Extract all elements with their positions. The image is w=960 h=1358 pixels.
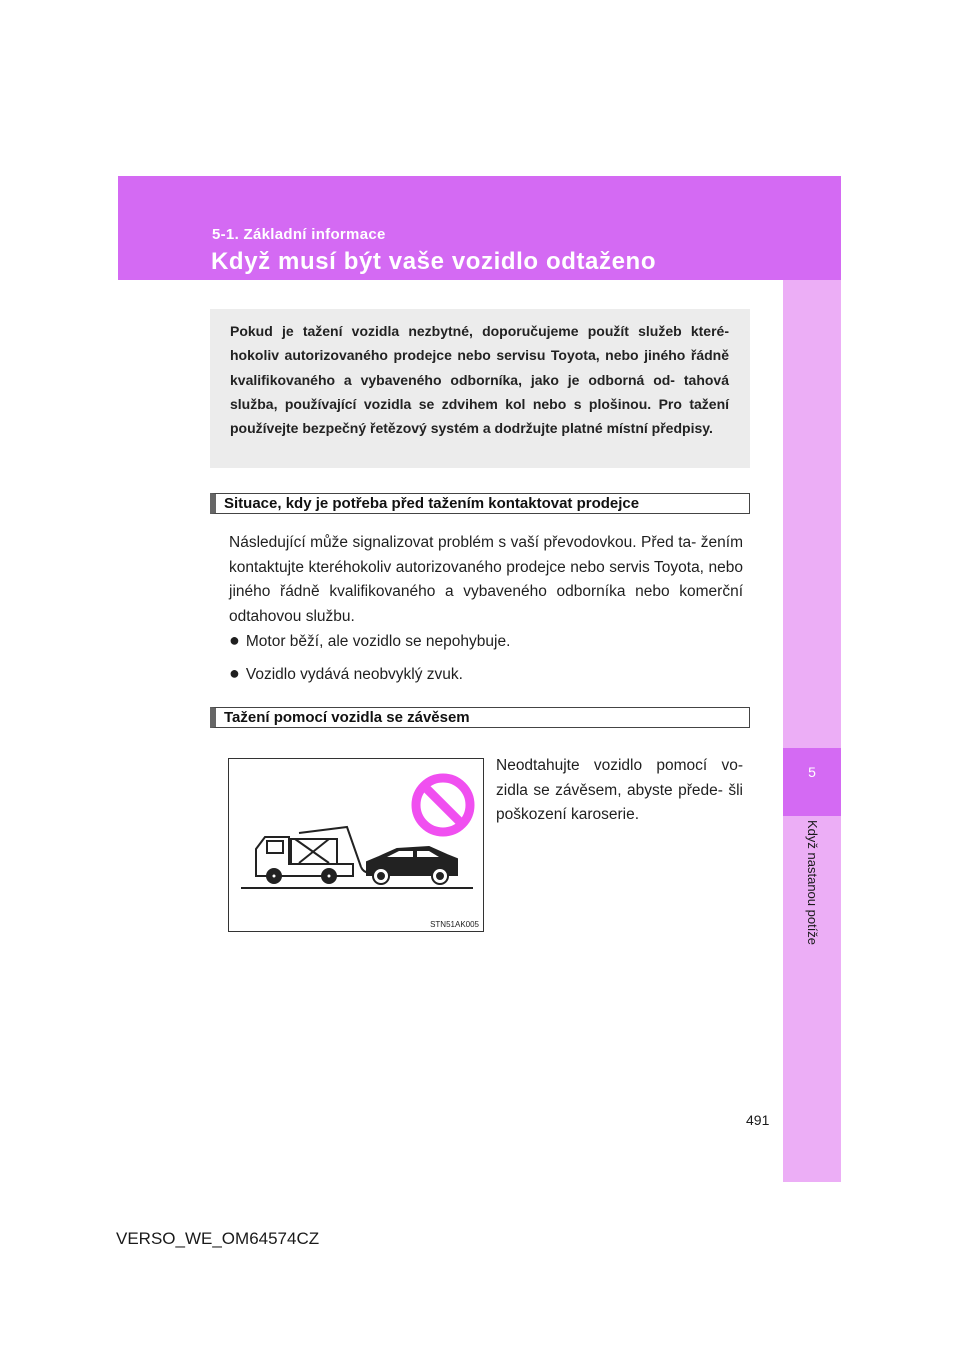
chapter-number-tab: [783, 748, 841, 816]
section-label: 5-1. Základní informace: [212, 226, 386, 243]
intro-line: řádně kvalifikovaného a vybaveného odborníka, jako je odborná od-: [230, 347, 730, 388]
tow-truck-figure: [228, 758, 484, 932]
bullet-text: Motor běží, ale vozidlo se nepohybuje.: [245, 633, 511, 650]
chapter-side-tab: [783, 280, 841, 1182]
section-heading-tow-truck: Tažení pomocí vozidla se závěsem: [210, 707, 750, 728]
intro-line: hokoliv autorizovaného prodejce nebo servisu Toyota, nebo jiného: [230, 347, 686, 364]
document-code: VERSO_WE_OM64574CZ: [116, 1229, 320, 1248]
note-line: Neodtahujte vozidlo pomocí vo-: [496, 757, 743, 774]
chapter-title: Když nastanou potíže: [805, 820, 820, 946]
bullet-dot-icon: ●: [229, 663, 240, 683]
intro-line: tahová služba, používající vozidla se zdvihem kol nebo s plošinou.: [230, 371, 729, 412]
paragraph-line: žením kontaktujte kteréhokoliv autorizovaného prodejce nebo servis: [229, 534, 743, 576]
section1-paragraph: [229, 531, 743, 629]
intro-text: [230, 319, 729, 440]
towed-car-icon: [367, 847, 457, 884]
paragraph-line: Toyota, nebo jiného řádně kvalifikovaného a vybaveného odborníka: [229, 558, 744, 600]
note-line: šli poškození karoserie.: [496, 781, 743, 823]
intro-line: Pokud je tažení vozidla nezbytné, doporučujeme použít služeb které-: [230, 323, 729, 339]
intro-line: Pro tažení používejte bezpečný řetězový systém a dodržujte platné: [230, 395, 730, 437]
intro-line: místní předpisy.: [606, 420, 713, 437]
tow-truck-illustration: [229, 759, 483, 931]
note-line: zidla se závěsem, abyste přede-: [496, 781, 723, 799]
tow-truck-icon: [256, 827, 369, 883]
page-number: 491: [746, 1112, 770, 1128]
chapter-number: 5: [808, 764, 816, 780]
intro-box: [210, 309, 750, 468]
paragraph-line: Následující může signalizovat problém s vaší převodovkou. Před ta-: [229, 534, 697, 551]
tow-truck-note: [496, 754, 743, 828]
figure-code: STN51AK005: [430, 920, 479, 929]
section-heading-contact-dealer: Situace, kdy je potřeba před tažením kontaktovat prodejce: [210, 493, 750, 514]
bullet-item: [229, 663, 463, 684]
bullet-item: [229, 630, 510, 651]
prohibition-icon: [416, 778, 470, 832]
bullet-text: Vozidlo vydává neobvyklý zvuk.: [245, 666, 463, 683]
page-title: Když musí být vaše vozidlo odtaženo: [211, 248, 657, 275]
paragraph-line: nebo komerční odtahovou službu.: [229, 583, 744, 625]
bullet-dot-icon: ●: [229, 630, 240, 650]
